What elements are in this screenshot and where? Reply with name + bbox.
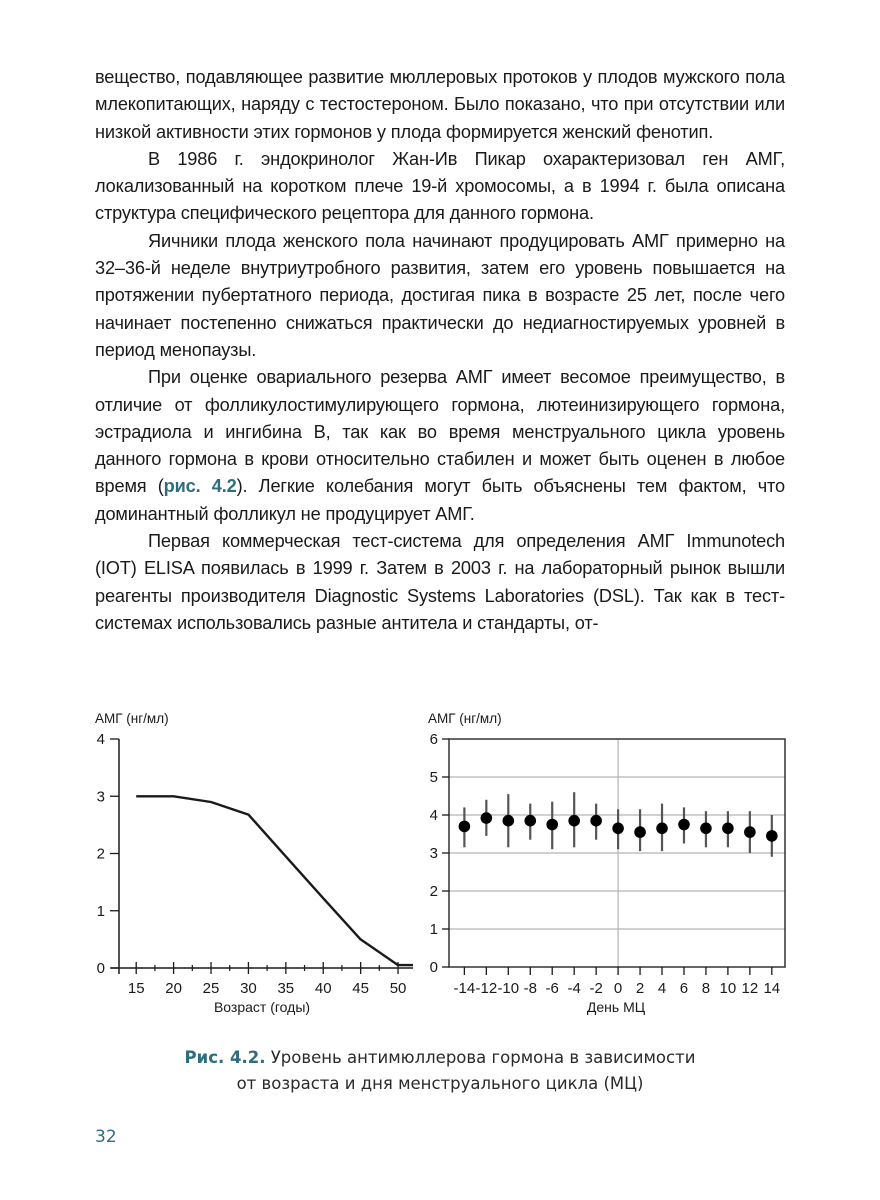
figure-4-2 bbox=[0, 700, 880, 1040]
x-tick-label: -12 bbox=[475, 980, 498, 997]
y-axis-label: АМГ (нг/мл) bbox=[428, 711, 502, 726]
data-point bbox=[568, 815, 580, 827]
x-tick-label: -10 bbox=[497, 980, 520, 997]
x-tick-label: 45 bbox=[352, 980, 369, 997]
x-tick-label: 20 bbox=[165, 980, 182, 997]
data-point bbox=[722, 823, 734, 835]
caption-line-2: от возраста и дня менструального цикла (МЦ) bbox=[236, 1074, 644, 1093]
x-tick-label: 4 bbox=[657, 980, 667, 997]
data-point bbox=[546, 819, 558, 831]
data-point bbox=[634, 826, 646, 838]
y-tick-label: 3 bbox=[429, 845, 438, 862]
y-tick-label: 2 bbox=[96, 845, 105, 863]
x-tick-label: 0 bbox=[613, 980, 623, 997]
page-number: 32 bbox=[95, 1127, 117, 1147]
x-tick-label: -8 bbox=[523, 980, 537, 997]
paragraph-1: вещество, подавляющее развитие мюллеровых протоков у плодов мужского пола млекопитающих, наряду с тестостероном. Было показано, что при отсутствии или низкой активности этих гормонов у плода формируется женский фенотип. bbox=[95, 67, 785, 142]
data-point bbox=[590, 815, 602, 827]
chart-cycle-day-amh bbox=[0, 700, 880, 1040]
paragraph-5: Первая коммерческая тест-система для определения АМГ Immunotech (IOT) ELISA появилась в 1999 г. Затем в 2003 г. на лабораторный рынок вышли реагенты производителя Diagnostic Systems Laboratories (DSL). Так как в тест-системах использовались разные антитела и стандарты, от- bbox=[95, 531, 785, 633]
x-tick-label: 14 bbox=[763, 980, 781, 997]
x-tick-label: -2 bbox=[589, 980, 603, 997]
data-point bbox=[524, 815, 536, 827]
data-point bbox=[766, 830, 778, 842]
data-point bbox=[481, 812, 493, 824]
y-tick-label: 4 bbox=[96, 731, 105, 748]
y-tick-label: 1 bbox=[429, 921, 438, 938]
data-point bbox=[612, 823, 624, 835]
y-tick-label: 4 bbox=[429, 807, 438, 824]
x-axis-label: День МЦ bbox=[586, 999, 646, 1015]
x-axis-label: Возраст (годы) bbox=[213, 999, 311, 1015]
data-point bbox=[502, 815, 514, 827]
data-point bbox=[700, 823, 712, 835]
paragraph-3: Яичники плода женского пола начинают продуцировать АМГ примерно на 32–36-й неделе внутриутробного развития, затем его уровень повышается на протяжении пубертатного периода, достигая пика в возрасте 25 лет, после чего начинает постепенно снижаться практически до недиагностируемых уровней в период менопаузы. bbox=[95, 230, 785, 360]
x-tick-label: 50 bbox=[389, 980, 407, 997]
data-point bbox=[459, 821, 471, 833]
paragraph-4-before: При оценке овариального резерва АМГ имеет весомое преимущество, в отличие от фолликулостимулирующего гормона, лютеинизирующего гормона, эстрадиола и ингибина В, так как во время менструального цикла уровень данного гормона в крови относительно стабилен и может быть оценен в любое время ( bbox=[95, 367, 785, 497]
figure-reference-link[interactable]: рис. 4.2 bbox=[163, 476, 237, 497]
y-tick-label: 0 bbox=[96, 960, 105, 977]
figure-caption bbox=[90, 1045, 790, 1097]
caption-label: Рис. 4.2. bbox=[184, 1048, 266, 1067]
data-point bbox=[678, 819, 690, 831]
y-tick-label: 6 bbox=[429, 731, 438, 748]
paragraph-4 bbox=[95, 364, 785, 528]
x-tick-label: 40 bbox=[314, 980, 332, 997]
x-tick-label: 30 bbox=[240, 980, 257, 997]
y-tick-label: 2 bbox=[429, 883, 438, 900]
x-tick-label: 15 bbox=[127, 980, 145, 997]
paragraph-2: В 1986 г. эндокринолог Жан-Ив Пикар охарактеризовал ген АМГ, локализованный на коротком плече 19-й хромосомы, а в 1994 г. была описана структура специфического рецептора для данного гормона. bbox=[95, 148, 785, 224]
x-tick-label: 2 bbox=[635, 980, 645, 997]
x-tick-label: -14 bbox=[453, 980, 476, 997]
x-tick-label: 6 bbox=[679, 980, 689, 997]
body-text bbox=[95, 64, 785, 637]
x-tick-label: 10 bbox=[719, 980, 737, 997]
y-axis-label: АМГ (нг/мл) bbox=[95, 711, 169, 726]
paragraph-4-after: ). Легкие колебания могут быть объяснены тем фактом, что доминантный фолликул не продуцирует АМГ. bbox=[95, 476, 785, 524]
caption-line-1: Уровень антимюллерова гормона в зависимости bbox=[265, 1048, 696, 1067]
x-tick-label: 35 bbox=[277, 980, 295, 997]
data-point bbox=[656, 823, 668, 835]
data-point bbox=[744, 826, 756, 838]
x-tick-label: 12 bbox=[741, 980, 759, 997]
x-tick-label: 25 bbox=[202, 980, 220, 997]
x-tick-label: -4 bbox=[567, 980, 581, 997]
x-tick-label: -6 bbox=[545, 980, 559, 997]
y-tick-label: 1 bbox=[96, 902, 105, 920]
y-tick-label: 5 bbox=[429, 769, 438, 786]
y-tick-label: 3 bbox=[96, 788, 105, 806]
x-tick-label: 8 bbox=[701, 980, 711, 997]
y-tick-label: 0 bbox=[429, 959, 438, 976]
